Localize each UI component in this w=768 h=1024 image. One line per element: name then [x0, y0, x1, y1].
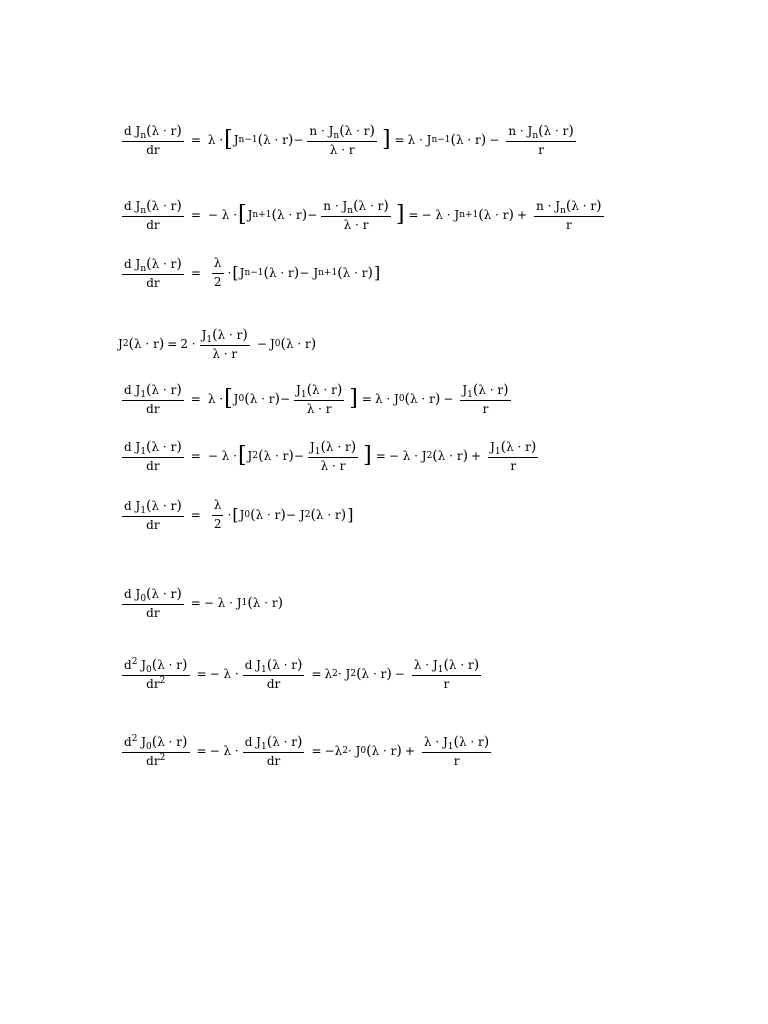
equation-6: $\frac{d J_1(\lambda \cdot r)}{dr}$ = − λ · [ J 2 ( λ · r ) − $\frac{J_1(\lambda \cdot r)}{\lambda \cdot r}$ ] = − λ · J 2 ( λ · r ) + $\frac{J_1(\lambda \cdot r)}{r}$	[124, 439, 537, 474]
equation-5: $\frac{d J_1(\lambda \cdot r)}{dr}$ = λ · [ J 0 ( λ · r ) − $\frac{J_1(\lambda \cdot r)}{\lambda \cdot r}$ ] = λ · J 0 ( λ · r ) − $\frac{J_1(\lambda \cdot r)}{r}$	[124, 382, 509, 417]
equation-8: $\frac{d J_0(\lambda \cdot r)}{dr}$ = − λ · J 1 ( λ · r )	[124, 586, 284, 621]
equation-7: $\frac{d J_1(\lambda \cdot r)}{dr}$ = $\frac{\lambda}{2}$ · [ J 0 ( λ · r ) − J 2 ( λ · r ) ]	[124, 498, 354, 533]
equation-10: $\frac{d^2 J_0(\lambda \cdot r)}{dr^2}$ = − λ · $\frac{d J_1(\lambda \cdot r)}{dr}$ = −λ 2 · J 0 ( λ · r ) + $\frac{\lambda \cdot J_1(\lambda \cdot r)}{r}$	[124, 734, 490, 769]
equation-4: J 2 ( λ · r ) = 2 · $\frac{J_1(\lambda \cdot r)}{\lambda \cdot r}$ − J 0 ( λ · r )	[118, 327, 317, 362]
equation-9: $\frac{d^2 J_0(\lambda \cdot r)}{dr^2}$ = − λ · $\frac{d J_1(\lambda \cdot r)}{dr}$ = λ 2 · J 2 ( λ · r ) − $\frac{\lambda \cdot J_1(\lambda \cdot r)}{r}$	[124, 657, 480, 692]
equation-2: $\frac{d J_n(\lambda \cdot r)}{dr}$ = − λ · [ J n+1 ( λ · r ) − $\frac{n \cdot J_n(\lambda \cdot r)}{\lambda \cdot r}$ ] = − λ · J n+1 ( λ · r ) + $\frac{n \cdot J_n(\lambda \cdot r)}{r}$	[124, 198, 602, 233]
equation-3: $\frac{d J_n(\lambda \cdot r)}{dr}$ = $\frac{\lambda}{2}$ · [ J n−1 ( λ · r ) − J n+1 ( λ · r ) ]	[124, 256, 381, 291]
equation-1: $\frac{d J_n(\lambda \cdot r)}{dr}$ = λ · [ J n−1 ( λ · r ) − $\frac{n \cdot J_n(\lambda \cdot r)}{\lambda \cdot r}$ ] = λ · J n−1 ( λ · r ) − $\frac{n \cdot J_n(\lambda \cdot r)}{r}$	[124, 123, 574, 158]
